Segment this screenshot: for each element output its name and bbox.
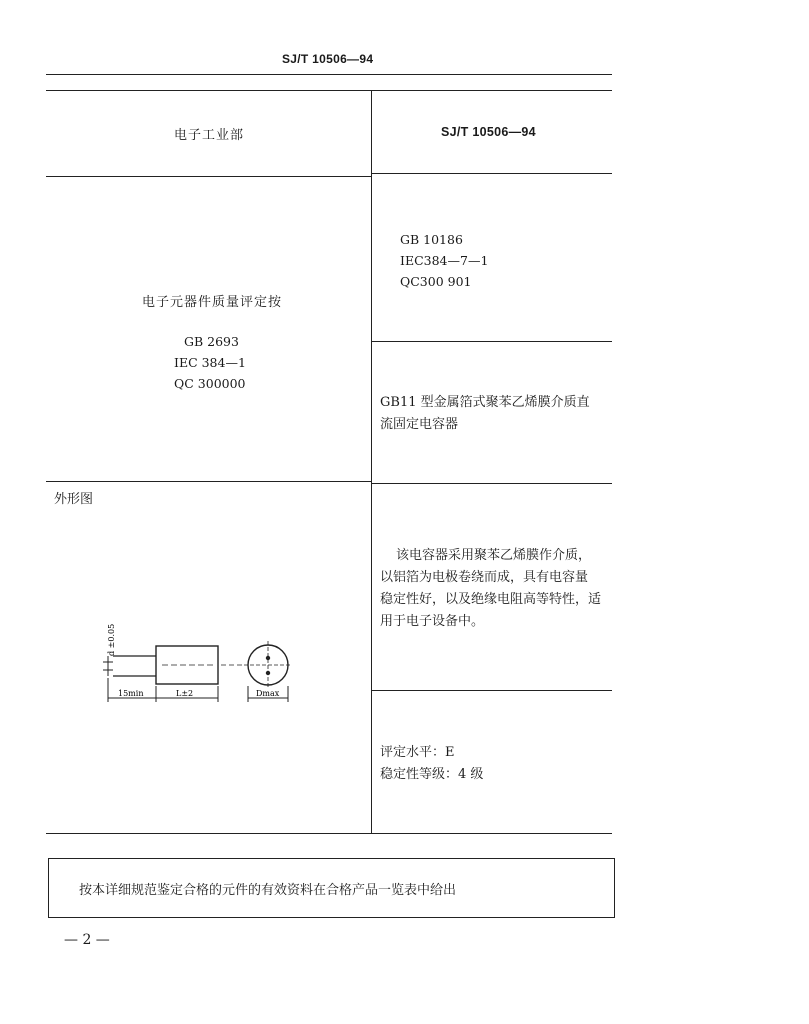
right-standard-3: QC300 901 — [400, 274, 472, 289]
table-center-divider — [371, 90, 372, 834]
right-standard-2: IEC384—7—1 — [400, 253, 489, 268]
assessment-level: 评定水平：E — [380, 745, 455, 760]
left-rule-1 — [46, 176, 371, 177]
left-rule-2 — [46, 481, 371, 482]
issuing-organization: 电子工业部 — [174, 128, 245, 143]
stability-grade: 稳定性等级：4 级 — [380, 767, 484, 782]
left-standard-1: GB 2693 — [184, 334, 239, 349]
description-line-4: 用于电子设备中。 — [380, 614, 485, 629]
standard-number: SJ/T 10506—94 — [441, 125, 536, 139]
outline-drawing — [96, 612, 306, 707]
body-length-dim: L±2 — [176, 689, 194, 698]
right-rule-4 — [371, 690, 612, 691]
right-rule-3 — [371, 483, 612, 484]
running-header: SJ/T 10506—94 — [282, 52, 374, 66]
left-standard-3: QC 300000 — [174, 376, 246, 391]
qualified-products-note-box — [48, 858, 615, 918]
product-name-line-2: 流固定电容器 — [380, 417, 459, 432]
body-diameter-dim: Dmax — [256, 689, 280, 698]
right-rule-2 — [371, 341, 612, 342]
product-name-line-1: GB11 型金属箔式聚苯乙烯膜介质直 — [380, 395, 590, 410]
page-number: — 2 — — [64, 932, 110, 948]
description-line-2: 以铝箔为电极卷绕而成，具有电容量 — [380, 570, 589, 585]
header-rule — [46, 74, 612, 75]
lead-diameter-dim: d ±0.05 — [107, 623, 116, 656]
left-standard-2: IEC 384—1 — [174, 355, 246, 370]
right-standard-1: GB 10186 — [400, 232, 463, 247]
right-rule-1 — [371, 173, 612, 174]
description-line-1: 该电容器采用聚苯乙烯膜作介质， — [396, 548, 592, 563]
outline-drawing-label: 外形图 — [54, 492, 94, 507]
quality-assessment-title: 电子元器件质量评定按 — [142, 295, 283, 310]
description-line-3: 稳定性好，以及绝缘电阻高等特性，适 — [380, 592, 602, 607]
table-top-rule — [46, 90, 612, 91]
table-bottom-rule — [46, 833, 612, 834]
lead-length-dim: 15min — [118, 689, 144, 698]
qualified-products-note: 按本详细规范鉴定合格的元件的有效资料在合格产品一览表中给出 — [79, 883, 457, 898]
